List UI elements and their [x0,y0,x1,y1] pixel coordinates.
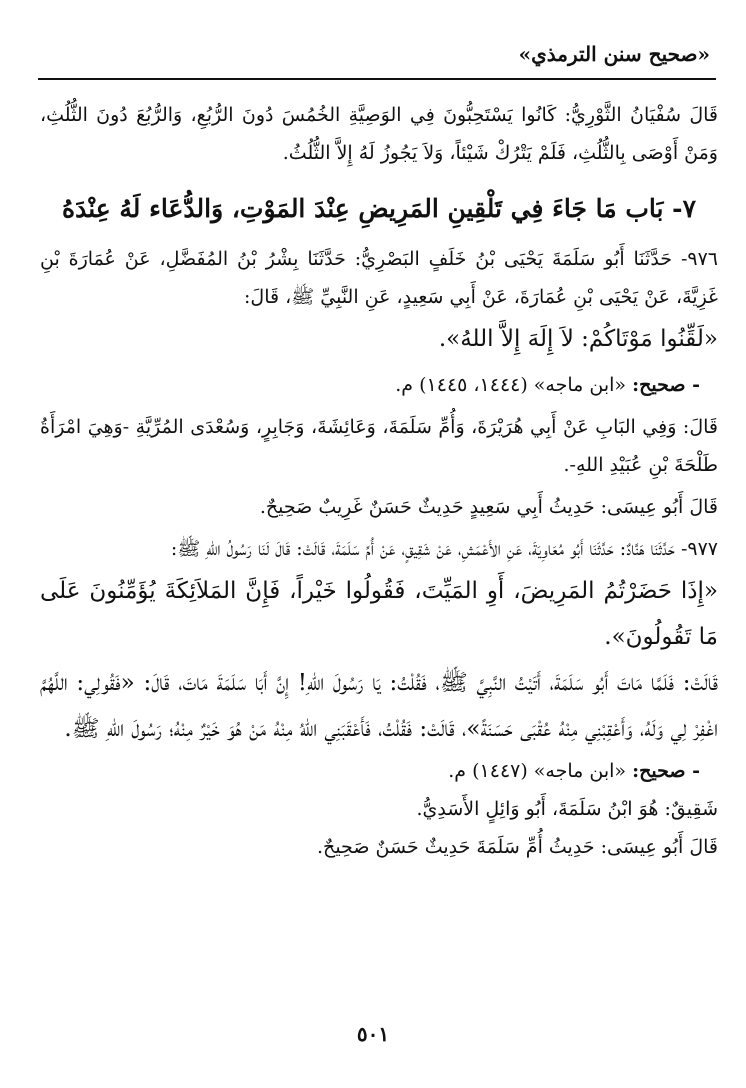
hadith-977-matn: «إِذَا حَضَرْتُمُ المَرِيضَ، أَوِ المَيِّتَ، فَقُولُوا خَيْراً، فَإِنَّ المَلاَئِكَةَ يُؤَمِّنُونَ عَلَى مَا تَقُولُونَ». [40,578,718,650]
grade-reference: «ابن ماجه» (١٤٤٤، ١٤٤٥) م. [395,374,627,396]
sufyan-paragraph: قَالَ سُفْيَانُ الثَّوْرِيُّ: كَانُوا يَسْتَحِبُّونَ فِي الوَصِيَّةِ الخُمُسَ دُونَ الرُّبُعِ، وَالرُّبُعَ دُونَ الثُّلُثِ، وَمَنْ أَوْصَى بِالثُّلُثِ، فَلَمْ يَتْرُكْ شَيْئاً، وَلاَ يَجُوزُ لَهُ إِلاَّ الثُّلُثُ. [40,104,718,164]
hadith-977-story: قَالَتْ: فَلَمَّا مَاتَ أَبُو سَلَمَةَ، أَتَيْتُ النَّبِيَّ ﷺ، فَقُلْتُ: يَا رَسُولَ اللهِ! إِنَّ أَبَا سَلَمَةَ مَاتَ، قَالَ: «فَقُولِي: اللَّهُمَّ اغْفِرْ لِي وَلَهُ، وَأَعْقِبْنِي مِنْهُ عُقْبَى حَسَنَةً»، قَالَتْ: فَقُلْتُ، فَأَعْقَبَنِي اللهُ مِنْهُ مَنْ هُوَ خَيْرٌ مِنْهُ؛ رَسُولَ اللهِ ﷺ. [40,670,718,742]
running-title: «صحيح سنن الترمذي» [518,42,710,66]
grade-label: - صحيح: [632,760,700,782]
page-content [40,96,718,866]
grade-label: - صحيح: [632,374,700,396]
hadith-976-tirmidhi-verdict: قَالَ أَبُو عِيسَى: حَدِيثُ أَبِي سَعِيدٍ حَدِيثٌ حَسَنٌ غَرِيبٌ صَحِيحٌ. [259,496,718,518]
page-number: ٥٠١ [356,1022,390,1046]
hadith-977-tirmidhi-verdict: قَالَ أَبُو عِيسَى: حَدِيثُ أُمِّ سَلَمَةَ حَدِيثٌ حَسَنٌ صَحِيحٌ. [317,836,718,858]
hadith-976-bab-note: قَالَ: وَفِي البَابِ عَنْ أَبِي هُرَيْرَةَ، وَأُمِّ سَلَمَةَ، وَعَائِشَةَ، وَجَابِرٍ، وَسُعْدَى المُرِّيَّةِ -وَهِيَ امْرَأَةُ طَلْحَةَ بْنِ عُبَيْدِ اللهِ-. [40,416,718,476]
hadith-977-narrator-note: شَقِيقٌ: هُوَ ابْنُ سَلَمَةَ، أَبُو وَائِلٍ الأَسَدِيُّ. [416,798,718,820]
page-header [38,30,716,80]
hadith-977-grade [40,752,718,790]
hadith-976-isnad: ٩٧٦- حَدَّثَنَا أَبُو سَلَمَةَ يَحْيَى بْنُ خَلَفٍ البَصْرِيُّ: حَدَّثَنَا بِشْرُ بْنُ المُفَضَّلِ، عَنْ عُمَارَةَ بْنِ غَزِيَّةَ، عَنْ يَحْيَى بْنِ عُمَارَةَ، عَنْ أَبِي سَعِيدٍ، عَنِ النَّبِيِّ ﷺ، قَالَ: [40,248,718,308]
grade-reference: «ابن ماجه» (١٤٤٧) م. [448,760,627,782]
hadith-977-isnad: ٩٧٧- حَدَّثَنَا هَنَّادٌ: حَدَّثَنَا أَبُو مُعَاوِيَةَ، عَنِ الأَعْمَشِ، عَنْ شَقِيقٍ، عَنْ أُمِّ سَلَمَةَ، قَالَتْ: قَالَ لَنَا رَسُولُ اللهِ ﷺ: [170,538,718,560]
chapter-title: ٧- بَاب مَا جَاءَ فِي تَلْقِينِ المَرِيضِ عِنْدَ المَوْتِ، وَالدُّعَاء لَهُ عِنْدَهُ [61,194,696,223]
hadith-976-grade [40,366,718,404]
hadith-976-matn: «لَقِّنُوا مَوْتَاكُمْ: لاَ إِلَهَ إِلاَّ اللهُ». [438,326,718,352]
